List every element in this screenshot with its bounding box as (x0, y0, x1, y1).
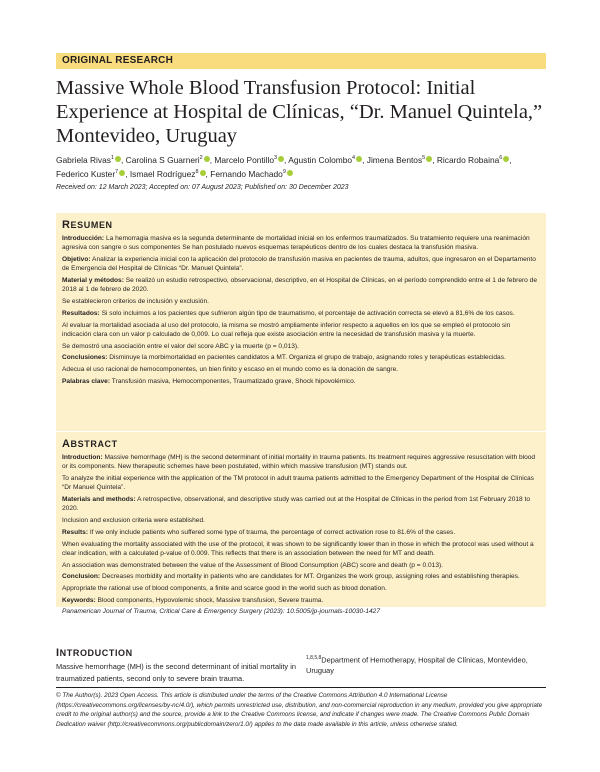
orcid-icon[interactable] (426, 156, 432, 162)
affiliation (306, 653, 546, 676)
resumen-paragraph: Conclusiones: Disminuye la morbimortalidad en pacientes candidatos a MT. Organiza el grupo de trabajo, asignando roles y terapéuticas establecidas. (62, 354, 506, 362)
resumen-heading: RESUMEN (62, 219, 113, 231)
license-footnote: © The Author(s). 2023 Open Access. This article is distributed under the terms of the Creative Commons Attribution 4.0 International License (https://creativecommons.org/licenses/by-nc/4.0/), which permits unrestricted use, distribution, and non-commercial reproduction in any medium, provided you give appropriate credit to the original author(s) and the source, provide a link to the Creative Commons license, and indicate if changes were made. The Creative Commons Public Domain Dedication waiver (http://creativecommons.org/publicdomain/zero/1.0/) applies to the data made available in this article, unless otherwise stated. (56, 692, 543, 729)
abstract-paragraph: Keywords: Blood components, Hypovolemic shock, Massive transfusion, Severe trauma. (62, 596, 324, 604)
abstract-body (62, 453, 540, 605)
affiliation-text: Department of Hemotherapy, Hospital de Clínicas, Montevideo, Uruguay (306, 655, 528, 676)
abstract-heading: ABSTRACT (62, 438, 118, 450)
abstract-paragraph: When evaluating the mortality associated with the use of the protocol, it was shown to be significantly lower than in those in which the protocol was used without a clear indication, with a calculated p-value of 0.009. This reflects that there is an association between the need for MT and death. (62, 540, 534, 557)
orcid-icon[interactable] (503, 156, 509, 162)
author-list: Gabriela Rivas$^1$ , Carolina S Guarneri$^2$ , Marcelo Pontillo$^3$ , Agustin Colombo$^4$ , Jimena Bentos$^5$ , Ricardo Robaina$^6$ , Federico Kuster$^7$ , Ismael Rodríguez$^8$ , Fernando Machado$^9$ (56, 154, 512, 180)
orcid-icon[interactable] (115, 156, 121, 162)
abstract-paragraph: Materials and methods: A retrospective, observational, and descriptive study was carried out at the Hospital de Clínicas in the period from 1st February 2018 to 2020. (62, 496, 531, 513)
abstract-paragraph: Inclusion and exclusion criteria were established. (62, 517, 205, 524)
abstract-paragraph: An association was demonstrated between the value of the Assessment of Blood Consumption (ABC) score and death (p = 0.013). (62, 561, 444, 569)
article-type-banner: ORIGINAL RESEARCH (56, 53, 546, 69)
orcid-icon[interactable] (119, 170, 125, 176)
resumen-paragraph: Objetivo: Analizar la experiencia inicial con la aplicación del protocolo de transfusión masiva en pacientes de trauma, adultos, que ingresaron en el Departamento de Emergencia del Hospital de Clínicas “Dr. Manuel Quintela”. (62, 256, 536, 273)
orcid-icon[interactable] (278, 156, 284, 162)
author: Fernando Machado$^9$ (210, 169, 293, 179)
author: Gabriela Rivas$^1$ (56, 155, 121, 165)
abstract-box (56, 432, 546, 616)
author: Carolina S Guarneri$^2$ (126, 155, 210, 165)
resumen-paragraph: Introducción: La hemorragia masiva es la segunda determinante de mortalidad inicial en los enfermos traumatizados. Su tratamiento requiere una reanimación agresiva con sangre o sus componentes Se han postulado nuevos esquemas terapéuticos dentro de los cuales destaca la transfusión masiva. (62, 235, 530, 252)
affiliation-marker: 1,8,5,8 (306, 655, 322, 661)
author: Ricardo Robaina$^6$ (437, 155, 509, 165)
resumen-paragraph: Al evaluar la mortalidad asociada al uso del protocolo, la misma se mostró ampliamente inferior respecto a aquellos en los que se empleó el protocolo sin indicación clara con un valor p calculado de 0,009. Lo cual refleja que existe asociación entre la necesidad de transfusión masiva y la muerte. (62, 321, 511, 338)
orcid-icon[interactable] (204, 156, 210, 162)
resumen-box (56, 213, 546, 431)
orcid-icon[interactable] (200, 170, 206, 176)
author: Federico Kuster$^7$ (56, 169, 125, 179)
resumen-paragraph: Palabras clave: Transfusión masiva, Hemocomponentes, Traumatizado grave, Shock hipovolémico. (62, 377, 356, 385)
footer-divider (56, 687, 546, 688)
article-title: Massive Whole Blood Transfusion Protocol: Initial Experience at Hospital de Clínicas, “Dr. Manuel Quintela,” Montevideo, Uruguay (56, 77, 543, 147)
resumen-paragraph: Se establecieron criterios de inclusión y exclusión. (62, 298, 209, 305)
introduction-heading: INTRODUCTION (56, 647, 133, 659)
author: Ismael Rodríguez$^8$ (130, 169, 206, 179)
resumen-body (62, 234, 540, 386)
resumen-paragraph: Adecua el uso racional de hemocomponentes, un bien finito y escaso en el mundo como es la donación de sangre. (62, 366, 399, 374)
abstract-paragraph: Conclusion: Decreases morbidity and mortality in patients who are candidates for MT. Organizes the work group, assigning roles and establishing therapies. (62, 573, 520, 581)
author: Jimena Bentos$^5$ (367, 155, 432, 165)
journal-reference: Panamerican Journal of Trauma, Critical Care & Emergency Surgery (2023): 10.5005/jp-journals-10030-1427 (62, 608, 381, 616)
publication-dates: Received on: 12 March 2023; Accepted on: 07 August 2023; Published on: 30 December 2023 (56, 184, 349, 191)
orcid-icon[interactable] (287, 170, 293, 176)
abstract-paragraph: Appropriate the rational use of blood components, a finite and scarce good in the world such as blood donation. (62, 585, 387, 593)
abstract-paragraph: To analyze the initial experience with the application of the TM protocol in adult trauma patients admitted to the Emergency Department of the Hospital de Clínicas “Dr Manuel Quintela”. (62, 475, 534, 492)
resumen-paragraph: Se demostró una asociación entre el valor del score ABC y la muerte (p = 0,013). (62, 342, 299, 350)
orcid-icon[interactable] (356, 156, 362, 162)
author: Agustin Colombo$^4$ (288, 155, 362, 165)
resumen-paragraph: Material y métodos: Se realizó un estudio retrospectivo, observacional, descriptivo, en el Hospital de Clínicas, en el período comprendido entre el 1 de febrero de 2018 al 1 de febrero de 2020. (62, 277, 538, 294)
resumen-paragraph: Resultados: Si solo incluimos a los pacientes que sufrieron algún tipo de traumatismo, el porcentaje de activación correcta se elevó a 81,6% de los casos. (62, 309, 515, 317)
author: Marcelo Pontillo$^3$ (214, 155, 284, 165)
abstract-paragraph: Introduction: Massive hemorrhage (MH) is the second determinant of initial mortality in trauma patients. Its treatment requires aggressive resuscitation with blood or its components. New therapeutic schemes have been postulated, within which massive transfusion (MT) stands out. (62, 454, 536, 471)
introduction-text: Massive hemorrhage (MH) is the second determinant of initial mortality in traumatized patients, second only to severe brain trauma. (56, 662, 296, 683)
abstract-paragraph: Results: If we only include patients who suffered some type of trauma, the percentage of correct activation rose to 81.6% of the cases. (62, 528, 456, 536)
